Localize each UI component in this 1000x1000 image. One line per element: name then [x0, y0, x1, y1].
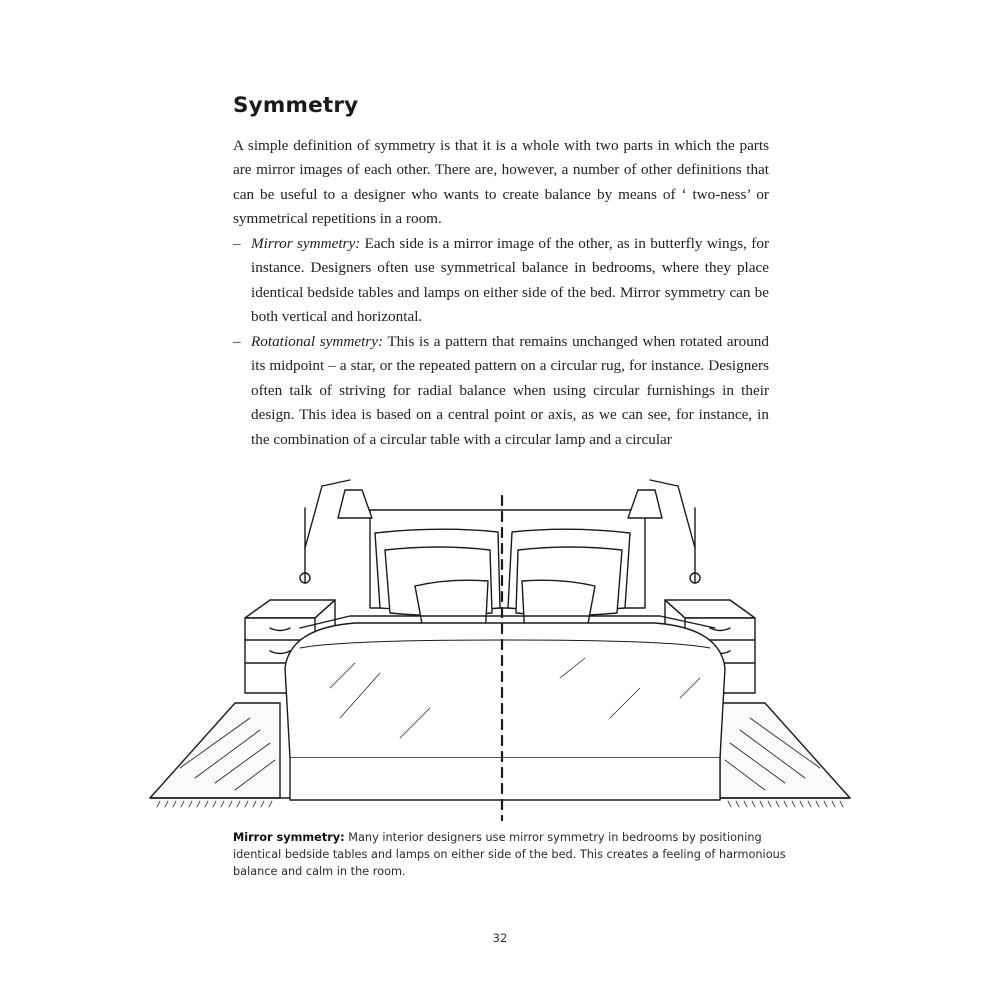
caption-text: Many interior designers use mirror symmetry in bedrooms by positioning identical bedside tables and lamps on either side of the bed. This creates a feeling of harmonious balance and calm in the room.: [233, 831, 786, 878]
bullet-text: [251, 330, 769, 452]
bullet-body: This is a pattern that remains unchanged when rotated around its midpoint – a star, or the repeated pattern on a circular rug, for instance. Designers often talk of striving for radial balance when using circular furnishings in their design. This idea is based on a central point or axis, as we can see, for instance, in the combination of a circular table with a circular lamp and a circular: [251, 333, 769, 448]
caption-term: Mirror symmetry:: [233, 831, 345, 844]
bullet-dash: –: [233, 235, 241, 252]
left-wall-lamp: [300, 480, 372, 583]
bullet-term: Rotational symmetry:: [251, 333, 384, 350]
bullet-text: [251, 232, 769, 330]
intro-paragraph: [233, 134, 769, 232]
bullet-mirror-symmetry: [233, 232, 769, 330]
bullet-rotational-symmetry: [233, 330, 769, 452]
intro-text: A simple definition of symmetry is that it is a whole with two parts in which the parts are mirror images of each other. There are, however, a number of other definitions that can be useful to a designer who wants to create balance by means of ‘ two-ness’ or symmetrical repetitions in a room.: [233, 137, 769, 228]
bedroom-symmetry-illustration: [140, 468, 860, 828]
bed: [285, 616, 725, 800]
bullet-term: Mirror symmetry:: [251, 235, 361, 252]
bullet-dash: –: [233, 333, 241, 350]
page-heading: Symmetry: [233, 93, 359, 118]
page-number: 32: [492, 931, 508, 945]
bullet-body: Each side is a mirror image of the other, as in butterfly wings, for instance. Designers often use symmetrical balance in bedrooms, where they place identical bedside tables and lamps on either side of the bed. Mirror symmetry can be both vertical and horizontal.: [251, 235, 769, 326]
figure-caption: [233, 829, 813, 880]
